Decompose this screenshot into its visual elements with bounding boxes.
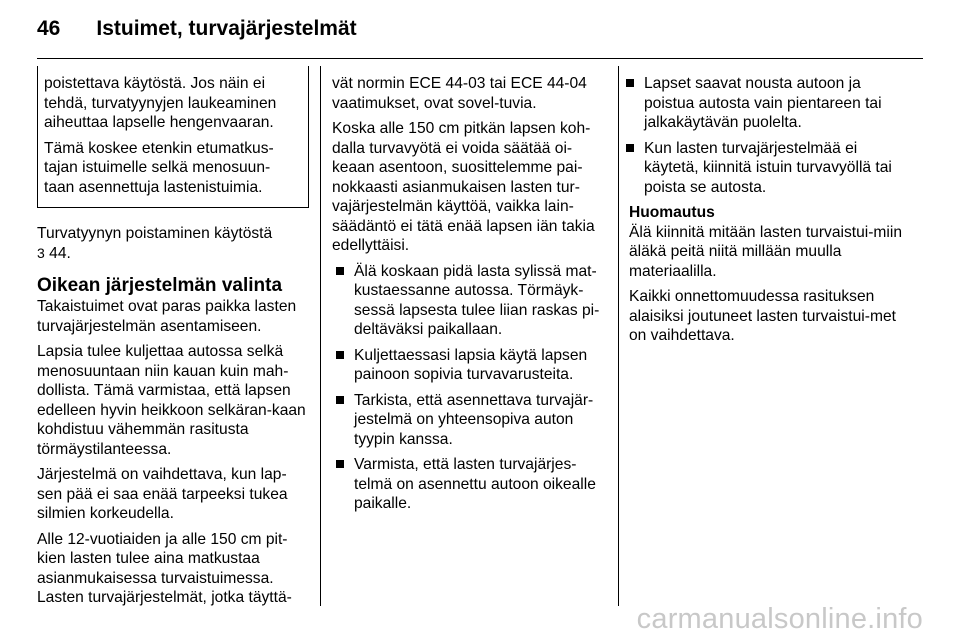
cross-reference-page[interactable]: 44. [49,244,71,262]
square-bullet-icon [626,144,634,152]
bullet-list [622,74,912,197]
header-rule [37,58,923,59]
page-ref-arrow-icon: 3 [37,244,45,261]
square-bullet-icon [336,460,344,468]
warning-text: Tämä koskee etenkin etumatkus-tajan istuimelle selkä menosuun-taan asennettuja lastenistuimia. [44,139,274,196]
body-paragraph: Takaistuimet ovat paras paikka lasten turvajärjestelmän asentamiseen. [37,298,297,335]
cross-reference[interactable] [37,224,309,263]
list-item [332,455,607,514]
column-divider [320,66,321,606]
bullet-list [332,262,607,514]
column-right [622,74,912,352]
notice-block [622,203,912,346]
notice-text: Älä kiinnitä mitään lasten turvaistui-miin äläkä peitä niitä millään muulla materiaalilla. [629,223,903,280]
column-middle [332,74,607,520]
square-bullet-icon [336,396,344,404]
notice-text: Kaikki onnettomuudessa rasituksen alaisiksi joutuneet lasten turvaistui-met on vaihdettava. [629,288,896,344]
list-item [332,391,607,450]
list-item [332,262,607,340]
list-item-text: Kun lasten turvajärjestelmää ei käytetä, kiinnitä istuin turvavyöllä tai poista se autosta. [644,139,892,196]
list-item-text: Tarkista, että asennettava turvajär-jestelmä on yhteensopiva auton tyypin kanssa. [354,391,594,448]
notice-title: Huomautus [629,204,715,221]
cross-reference-text: Turvatyynyn poistaminen käytöstä [37,225,273,242]
page-header [37,17,357,47]
body-paragraph: Järjestelmä on vaihdettava, kun lap-sen pää ei saa enää tarpeeksi tukea silmien korkeudella. [37,466,288,522]
section-heading: Oikean järjestelmän valinta [37,275,283,296]
square-bullet-icon [626,79,634,87]
list-item-text: Varmista, että lasten turvajärjes-telmä on asennettu autoon oikealle paikalle. [354,456,596,512]
list-item-text: Lapset saavat nousta autoon ja poistua autosta vain pientareen tai jalkakäytävän puolelta. [644,75,882,131]
warning-text: poistettava käytöstä. Jos näin ei tehdä, turvatyynyjen laukeaminen aiheuttaa lapselle hengenvaaran. [44,75,277,131]
warning-box-continued [37,66,309,208]
body-paragraph: Koska alle 150 cm pitkän lapsen koh-dalla turvavyötä ei voida säätää oi-keaan asentoon, suosittelemme pai-nokkaasti asianmukaisen lasten tur-vajärjestelmän käyttöä, vaikka lain-säädäntö ei tätä enää lapsen iän takia edellyttäisi. [332,120,595,254]
list-item-text: Älä koskaan pidä lasta sylissä mat-kustaessanne autossa. Törmäyk-sessä lapsesta tulee liian raskas pi-deltäväksi paikallaan. [354,262,600,338]
list-item [622,139,912,198]
list-item-text: Kuljettaessasi lapsia käytä lapsen painoon sopivia turvavarusteita. [354,346,588,383]
page-title: Istuimet, turvajärjestelmät [96,17,357,40]
body-paragraph: vät normin ECE 44-03 tai ECE 44-04 vaatimukset, ovat sovel-tuvia. [332,75,587,112]
square-bullet-icon [336,267,344,275]
list-item [332,346,607,385]
body-paragraph: Lapsia tulee kuljettaa autossa selkä menosuuntaan niin kauan kuin mah-dollista. Tämä varmistaa, että lapsen edelleen hyvin heikkoon selkäran-kaan kohdistuu vähemmän rasitusta törmäystilanteessa. [37,343,306,458]
watermark: carmanualsonline.info [636,603,923,635]
page-number: 46 [37,17,61,40]
list-item [622,74,912,133]
column-left [37,66,309,614]
square-bullet-icon [336,351,344,359]
body-paragraph: Alle 12-vuotiaiden ja alle 150 cm pit-kien lasten tulee aina matkustaa asianmukaisessa turvaistuimessa. Lasten turvajärjestelmät, jotka täyttä- [37,530,292,606]
column-divider [618,66,619,606]
